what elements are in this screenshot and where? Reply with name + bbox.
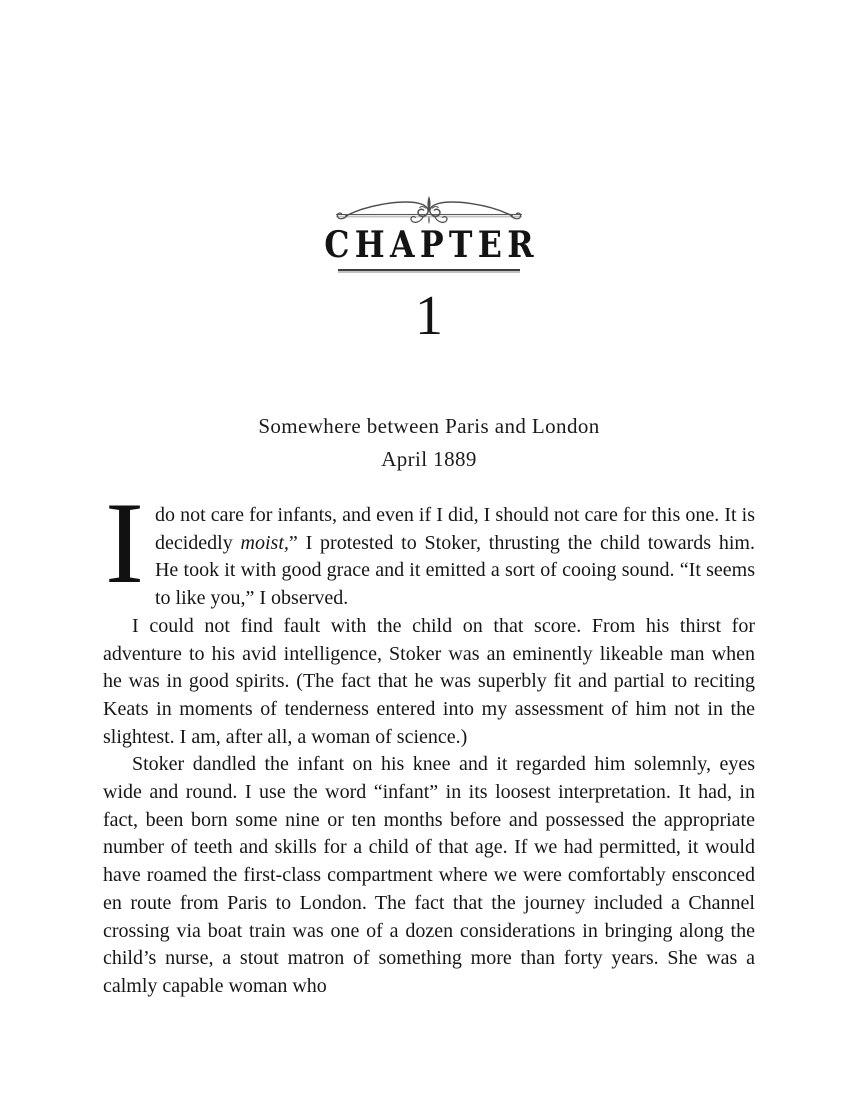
paragraph-2: I could not find fault with the child on that score. From his thirst for adventure to his avid intelligence, Stoker was an eminently likeable man when he was in good spirits. (The fact that he was superbly fit and partial to reciting Keats in moments of tenderness entered into my assessment of him not in the slightest. I am, after all, a woman of science.) — [103, 614, 755, 748]
body-text — [103, 479, 755, 1001]
chapter-number: 1 — [415, 285, 443, 347]
paragraph-1 — [103, 479, 755, 613]
drop-cap: I — [105, 479, 144, 608]
chapter-rule-divider — [338, 269, 520, 271]
scene-heading — [0, 414, 858, 471]
chapter-header — [0, 193, 858, 271]
chapter-label: CHAPTER — [324, 224, 539, 266]
scene-date: April 1889 — [381, 447, 477, 471]
paragraph-1-segment-1: do not care for infants, and even if I did, I should not care for this one. It is decidedly — [154, 504, 755, 554]
paragraph-3: Stoker dandled the infant on his knee and it regarded him solemnly, eyes wide and round. I use the word “infant” in its loosest interpretation. It had, in fact, been born some nine or ten months before and possessed the appropriate number of teeth and skills for a child of that age. If we had permitted, it would have roamed the first-class compartment where we were comfortably ensconced en route from Paris to London. The fact that the journey included a Channel crossing via boat train was one of a dozen considerations in bringing along the child’s nurse, a stout matron of something more than forty years. She was a calmly capable woman who — [103, 753, 755, 997]
scene-location: Somewhere between Paris and London — [258, 414, 600, 438]
paragraph-1-emphasis: moist, — [240, 531, 289, 554]
paragraph-1-segment-2: ” I protested to Stoker, thrusting the child towards him. He took it with good grace and it emitted a sort of cooing sound. “It seems to like you,” I observed. — [154, 531, 755, 610]
